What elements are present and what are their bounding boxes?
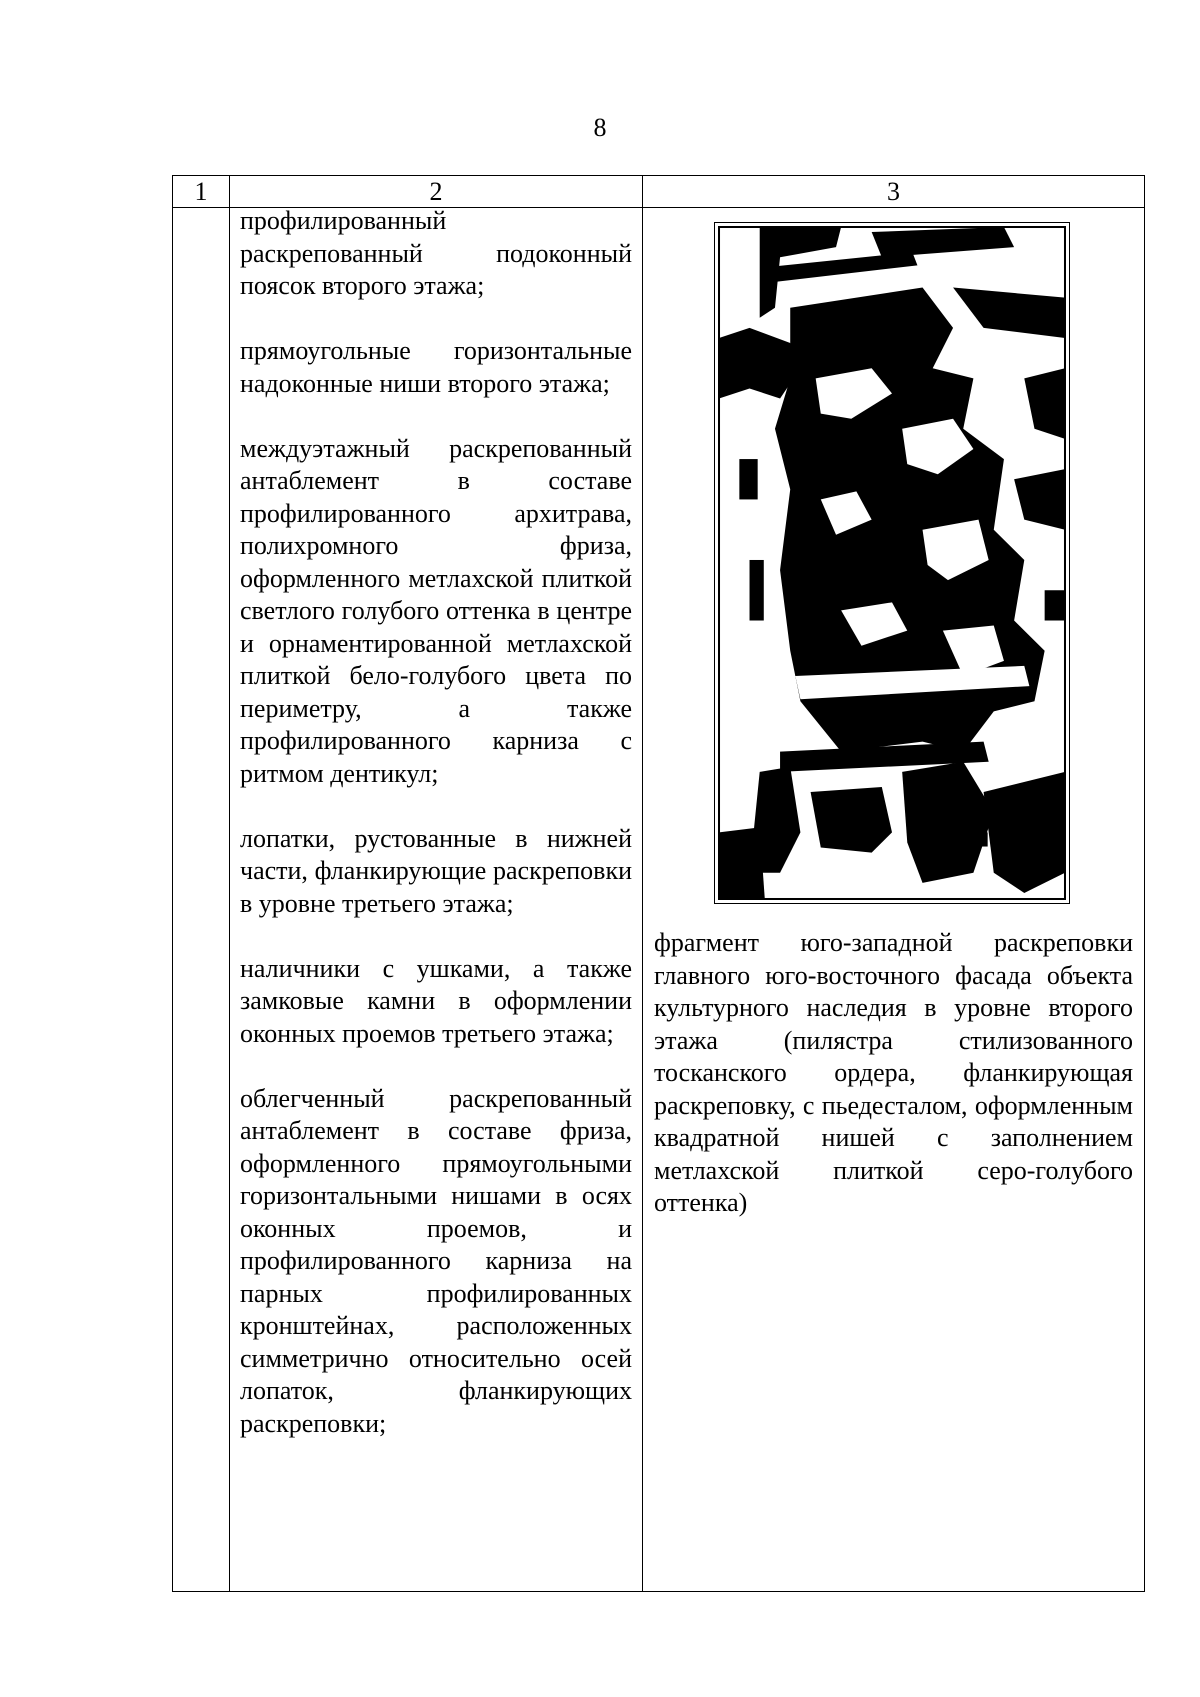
- cell-description: [230, 208, 643, 1592]
- cell-number: [173, 208, 230, 1592]
- description-paragraph: прямоугольные горизонтальные надоконные ниши второго этажа;: [240, 336, 632, 398]
- document-table: [172, 175, 1145, 1592]
- header-row: [173, 176, 1145, 208]
- cell-illustration: [643, 208, 1145, 1592]
- photo-caption: фрагмент юго-западной раскреповки главного юго-восточного фасада объекта культурного наследия в уровне второго этажа (пилястра стилизованного тосканского ордера, фланкирующая раскреповку, с пьедесталом, оформленным квадратной нишей с заполнением метлахской плиткой серо-голубого оттенка): [654, 928, 1133, 1217]
- header-cell-3: 3: [643, 176, 1145, 208]
- description-paragraph: лопатки, рустованные в нижней части, фланкирующие раскреповки в уровне третьего этажа;: [240, 823, 632, 918]
- page-number: 8: [593, 113, 607, 142]
- photo-frame: [714, 222, 1070, 904]
- description-paragraph: профилированный раскрепованный подоконный поясок второго этажа;: [240, 206, 632, 300]
- table-row: [173, 208, 1145, 1592]
- header-cell-1: 1: [173, 176, 230, 208]
- description-paragraph: междуэтажный раскрепованный антаблемент в составе профилированного архитрава, полихромного фриза, оформленного метлахской плиткой светлого голубого оттенка в центре и орнаментированной метлахской плиткой бело-голубого цвета по периметру, а также профилированного карниза с ритмом дентикул;: [240, 433, 632, 788]
- header-cell-2: 2: [230, 176, 643, 208]
- description-paragraph: облегченный раскрепованный антаблемент в составе фриза, оформленного прямоугольными горизонтальными нишами в осях оконных проемов, и профилированного карниза на парных профилированных кронштейнах, расположенных симметрично относительно осей лопаток, фланкирующих раскреповки;: [240, 1083, 632, 1438]
- description-paragraph: наличники с ушками, а также замковые камни в оформлении оконных проемов третьего этажа;: [240, 953, 632, 1048]
- facade-photo: [719, 227, 1065, 899]
